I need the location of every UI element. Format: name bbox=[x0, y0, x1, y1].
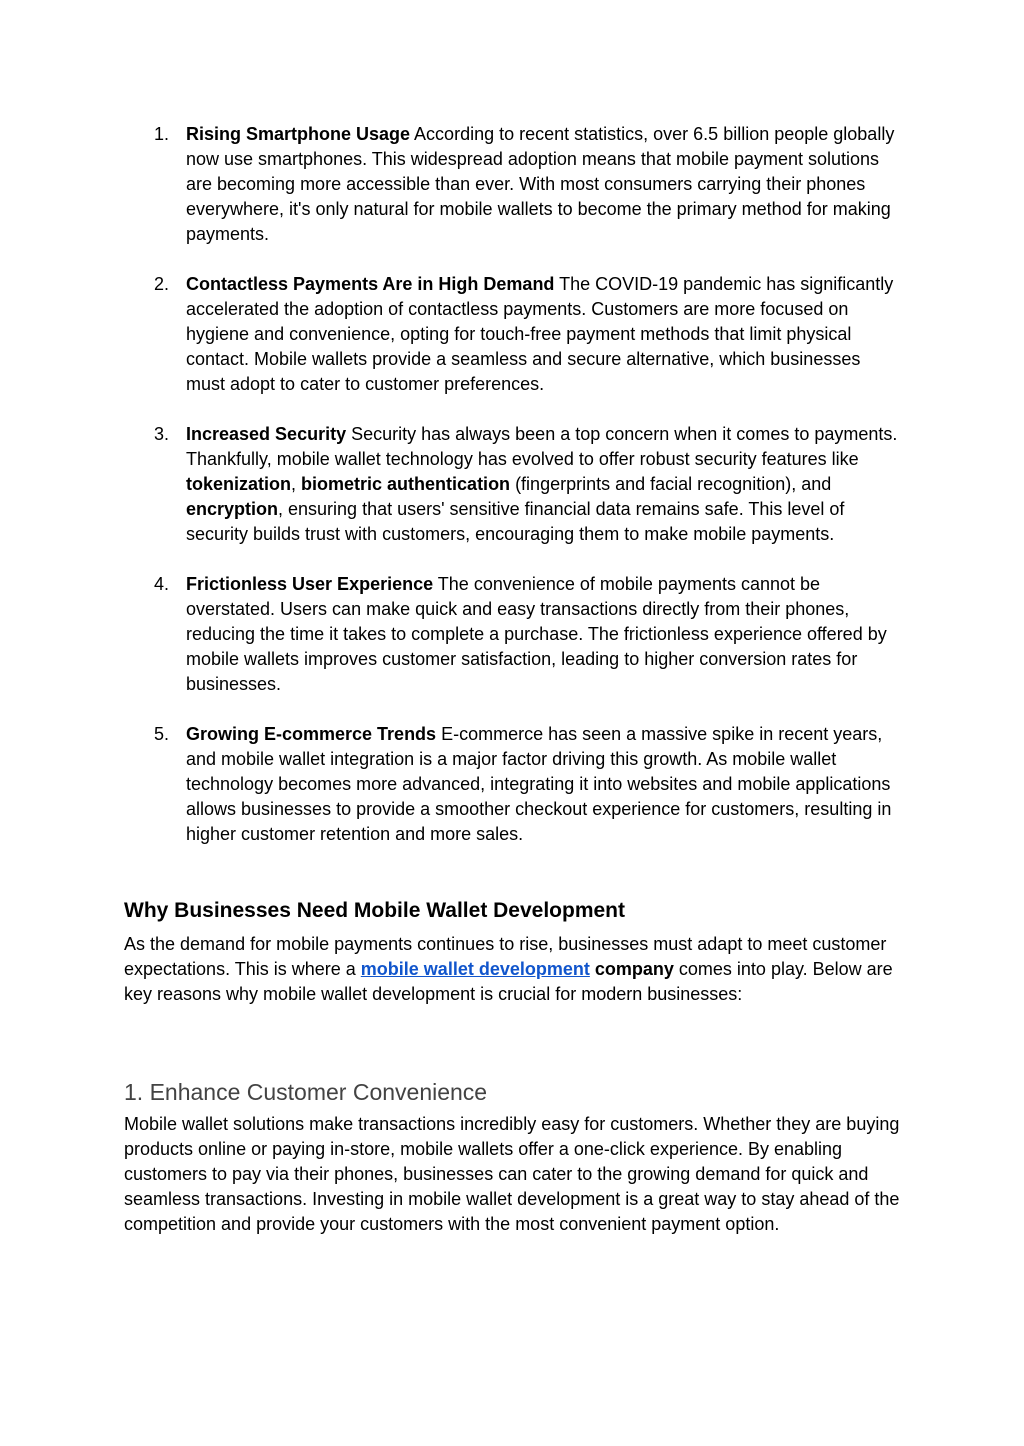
list-item bbox=[124, 722, 904, 847]
benefits-list bbox=[124, 122, 904, 847]
subsection-text: Mobile wallet solutions make transactions incredibly easy for customers. Whether they are buying products online or paying in-store, mobile wallets offer a one-click experience. By enabling customers to pay via their phones, businesses can cater to the growing demand for quick and seamless transactions. Investing in mobile wallet development is a great way to stay ahead of the competition and provide your customers with the most convenient payment option. bbox=[124, 1114, 900, 1234]
mobile-wallet-development-link[interactable]: mobile wallet development bbox=[360, 959, 590, 979]
section-intro bbox=[124, 932, 904, 1007]
list-number: 1. bbox=[154, 124, 170, 144]
list-number: 3. bbox=[154, 424, 170, 444]
list-item-text: , ensuring that users' sensitive financial data remains safe. This level of security builds trust with customers, encouraging them to make mobile payments. bbox=[186, 499, 845, 544]
list-number: 2. bbox=[154, 274, 170, 294]
list-item-text: The COVID-19 pandemic has significantly accelerated the adoption of contactless payments. Customers are more focused on hygiene and convenience, opting for touch-free payment methods that limit physical contact. Mobile wallets provide a seamless and secure alternative, which businesses must adopt to cater to customer preferences. bbox=[186, 274, 894, 394]
list-item-title: Increased Security bbox=[186, 424, 347, 444]
list-item bbox=[124, 122, 904, 247]
list-number: 5. bbox=[154, 724, 170, 744]
bold-term: tokenization bbox=[186, 474, 292, 494]
list-item-text: The convenience of mobile payments cannot be overstated. Users can make quick and easy transactions directly from their phones, reducing the time it takes to complete a purchase. The frictionless experience offered by mobile wallets improves customer satisfaction, leading to higher conversion rates for businesses. bbox=[186, 574, 887, 694]
list-item-text: E-commerce has seen a massive spike in recent years, and mobile wallet integration is a major factor driving this growth. As mobile wallet technology becomes more advanced, integrating it into websites and mobile applications allows businesses to provide a smoother checkout experience for customers, resulting in higher customer retention and more sales. bbox=[186, 724, 892, 844]
list-item-text: , bbox=[291, 474, 302, 494]
subsection-heading: 1. Enhance Customer Convenience bbox=[124, 1079, 488, 1105]
list-item-title: Contactless Payments Are in High Demand bbox=[186, 274, 555, 294]
list-item bbox=[124, 272, 904, 397]
list-item-text: Security has always been a top concern when it comes to payments. Thankfully, mobile wallet technology has evolved to offer robust security features like bbox=[186, 424, 898, 469]
intro-text: As the demand for mobile payments continues to rise, businesses must adapt to meet customer expectations. This is where a bbox=[124, 934, 887, 979]
list-item-text: According to recent statistics, over 6.5 billion people globally now use smartphones. This widespread adoption means that mobile payment solutions are becoming more accessible than ever. With most consumers carrying their phones everywhere, it's only natural for mobile wallets to become the primary method for making payments. bbox=[186, 124, 895, 244]
list-number: 4. bbox=[154, 574, 170, 594]
list-item-text: (fingerprints and facial recognition), and bbox=[510, 474, 832, 494]
intro-text: comes into play. Below are key reasons why mobile wallet development is crucial for modern businesses: bbox=[124, 959, 893, 1004]
section-heading: Why Businesses Need Mobile Wallet Development bbox=[124, 899, 626, 922]
list-item bbox=[124, 422, 904, 547]
list-item-title: Growing E-commerce Trends bbox=[186, 724, 437, 744]
list-item-title: Frictionless User Experience bbox=[186, 574, 434, 594]
bold-term: biometric authentication bbox=[301, 474, 511, 494]
bold-term: company bbox=[594, 959, 674, 979]
list-item bbox=[124, 572, 904, 697]
list-item-title: Rising Smartphone Usage bbox=[186, 124, 411, 144]
bold-term: encryption bbox=[186, 499, 279, 519]
